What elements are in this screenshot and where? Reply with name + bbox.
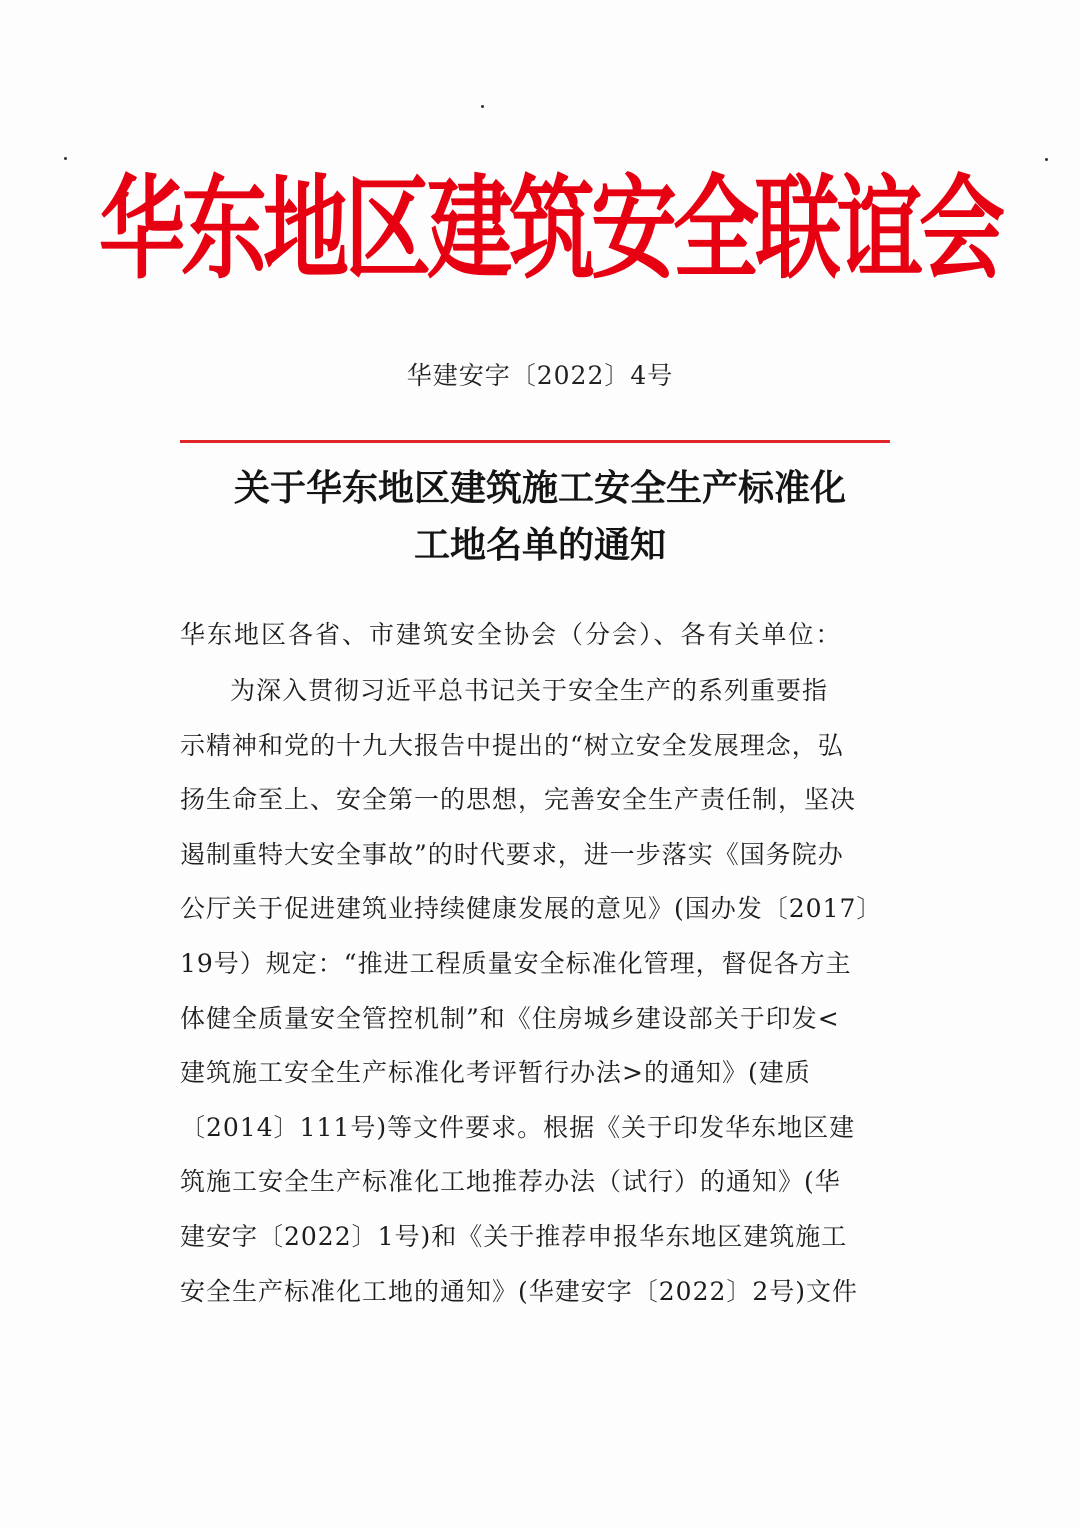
scan-speck xyxy=(64,157,67,160)
body-line: 扬生命至上、安全第一的思想，完善安全生产责任制，坚决 xyxy=(180,785,857,815)
document-number: 华建安字〔2022〕4号 xyxy=(406,361,674,390)
body-line: 公厅关于促进建筑业持续健康发展的意见》(国办发〔2017〕 xyxy=(180,894,883,924)
body-line: 建安字〔2022〕1号)和《关于推荐申报华东地区建筑施工 xyxy=(180,1221,848,1251)
scan-speck xyxy=(1045,158,1048,161)
body-paragraph xyxy=(180,664,900,1319)
masthead-org-name: 华东地区建筑安全联谊会 xyxy=(99,165,1001,295)
body-line: 19号）规定：“推进工程质量安全标准化管理，督促各方主 xyxy=(180,948,852,978)
notice-title-line-2: 工地名单的通知 xyxy=(413,525,666,566)
body-line: 筑施工安全生产标准化工地推荐办法（试行）的通知》(华 xyxy=(180,1167,841,1197)
notice-title xyxy=(100,460,980,574)
body-line: 〔2014〕111号)等文件要求。根据《关于印发华东地区建 xyxy=(180,1112,856,1142)
body-line: 建筑施工安全生产标准化考评暂行办法>的通知》(建质 xyxy=(180,1058,811,1088)
body-line: 遏制重特大安全事故”的时代要求，进一步落实《国务院办 xyxy=(180,839,844,869)
scan-speck xyxy=(481,105,484,108)
notice-title-line-1: 关于华东地区建筑施工安全生产标准化 xyxy=(233,468,846,509)
body-line: 为深入贯彻习近平总书记关于安全生产的系列重要指 xyxy=(230,676,829,705)
body-line: 安全生产标准化工地的通知》(华建安字〔2022〕2号)文件 xyxy=(180,1276,859,1306)
body-line: 体健全质量安全管控机制”和《住房城乡建设部关于印发< xyxy=(180,1003,840,1033)
body-line: 示精神和党的十九大报告中提出的“树立安全发展理念，弘 xyxy=(180,730,844,760)
red-divider-rule xyxy=(180,440,890,443)
addressee-line: 华东地区各省、市建筑安全协会（分会）、各有关单位： xyxy=(180,620,843,649)
